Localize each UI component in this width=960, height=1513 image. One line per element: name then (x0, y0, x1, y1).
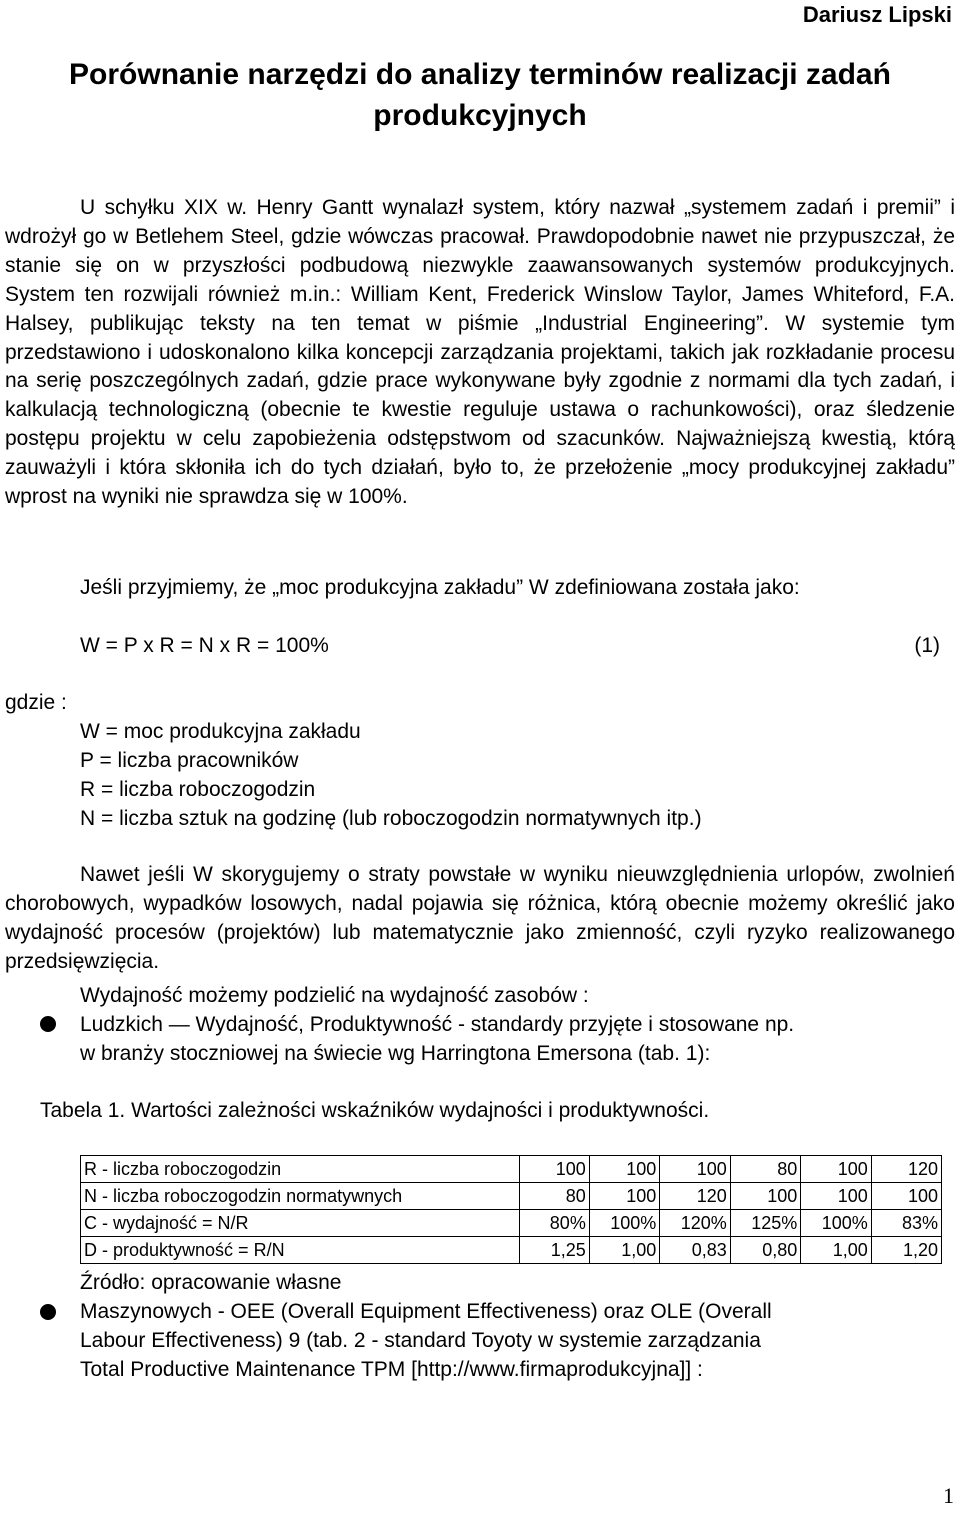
bullet-machine-line-3: Total Productive Maintenance TPM [http://www.firmaprodukcyjna]] : (80, 1358, 703, 1381)
paragraph-resources: Wydajność możemy podzielić na wydajność zasobów : (80, 984, 589, 1007)
table-cell: 100 (519, 1156, 589, 1183)
table-cell: 100 (801, 1183, 871, 1210)
row-label: C - wydajność = N/R (81, 1210, 520, 1237)
table-source: Źródło: opracowanie własne (80, 1271, 342, 1294)
page-number: 1 (943, 1483, 954, 1508)
table-cell: 120 (660, 1183, 730, 1210)
table-cell: 1,00 (589, 1237, 659, 1264)
table-cell: 1,00 (801, 1237, 871, 1264)
definition-item: R = liczba roboczogodzin (80, 778, 316, 801)
bullet-machine-line-2: Labour Effectiveness) 9 (tab. 2 - standard Toyoty w systemie zarządzania (80, 1329, 761, 1352)
table-cell: 100 (871, 1183, 941, 1210)
table-cell: 100% (589, 1210, 659, 1237)
table-cell: 1,20 (871, 1237, 941, 1264)
table-cell: 120 (871, 1156, 941, 1183)
bullet-human-line-1: Ludzkich — Wydajność, Produktywność - standardy przyjęte i stosowane np. (80, 1013, 795, 1036)
bullet-icon (40, 1304, 56, 1320)
table-cell: 100 (589, 1183, 659, 1210)
row-label: N - liczba roboczogodzin normatywnych (81, 1183, 520, 1210)
table-cell: 125% (730, 1210, 800, 1237)
bullet-machine-line-1: Maszynowych - OEE (Overall Equipment Effectiveness) oraz OLE (Overall (80, 1300, 772, 1323)
title-line-1: Porównanie narzędzi do analizy terminów realizacji zadań (69, 58, 891, 91)
table-row (81, 1210, 942, 1237)
bullet-icon (40, 1016, 56, 1032)
table-cell: 80 (519, 1183, 589, 1210)
table-cell: 83% (871, 1210, 941, 1237)
row-label: D - produktywność = R/N (81, 1237, 520, 1264)
definition-item: W = moc produkcyjna zakładu (80, 720, 361, 743)
table-row (81, 1156, 942, 1183)
table-cell: 1,25 (519, 1237, 589, 1264)
table-cell: 80% (519, 1210, 589, 1237)
table-caption: Tabela 1. Wartości zależności wskaźników wydajności i produktywności. (40, 1099, 710, 1122)
table-cell: 120% (660, 1210, 730, 1237)
equation-number: (1) (914, 634, 940, 657)
title-line-2: produkcyjnych (373, 99, 587, 132)
where-label: gdzie : (5, 691, 67, 714)
table-cell: 100 (660, 1156, 730, 1183)
table-cell: 100 (589, 1156, 659, 1183)
table-row (81, 1183, 942, 1210)
table-cell: 100% (801, 1210, 871, 1237)
equation: W = P x R = N x R = 100% (80, 634, 329, 657)
bullet-human-line-2: w branży stoczniowej na świecie wg Harringtona Emersona (tab. 1): (80, 1042, 711, 1065)
table-cell: 0,83 (660, 1237, 730, 1264)
paragraph-gantt: U schyłku XIX w. Henry Gantt wynalazł system, który nazwał „systemem zadań i premii” i wdrożył go w Betlehem Steel, gdzie wówczas pracował. Prawdopodobnie nawet nie przypuszczał, że stanie się on w przyszłości podbudową niezwykle zaawansowanych systemów produkcyjnych. System ten rozwijali również m.in.: William Kent, Frederick Winslow Taylor, James Whiteford, F.A. Halsey, publikując teksty na ten temat w piśmie „Industrial Engineering”. W systemie tym przedstawiono i udoskonalono kilka koncepcji zarządzania projektami, takich jak rozkładanie procesu na serię poszczególnych zadań, gdzie prace wykonywane były zgodnie z normami dla tych zadań, i kalkulacją technologiczną (obecnie te kwestie reguluje ustawa o rachunkowości), oraz śledzenie postępu projektu w celu zapobieżenia odstępstwom od szacunków. Najważniejszą kwestią, którą zauważyli i która skłoniła ich do tych działań, było to, że przełożenie „mocy produkcyjnej zakładu” wprost na wyniki nie sprawdza się w 100%. (5, 196, 955, 509)
author-name: Dariusz Lipski (802, 2, 952, 27)
table-row (81, 1237, 942, 1264)
efficiency-table (80, 1155, 942, 1264)
definition-item: P = liczba pracowników (80, 749, 299, 772)
row-label: R - liczba roboczogodzin (81, 1156, 520, 1183)
definition-item: N = liczba sztuk na godzinę (lub roboczogodzin normatywnych itp.) (80, 807, 702, 830)
table-cell: 100 (801, 1156, 871, 1183)
table-cell: 100 (730, 1183, 800, 1210)
paragraph-definition: Jeśli przyjmiemy, że „moc produkcyjna zakładu” W zdefiniowana została jako: (80, 576, 800, 599)
document-title (0, 54, 960, 136)
paragraph-variability: Nawet jeśli W skorygujemy o straty powstałe w wyniku nieuwzględnienia urlopów, zwolnień chorobowych, wypadków losowych, nadal pojawia się różnica, którą obecnie możemy określić jako wydajność procesów (projektów) lub matematycznie jako zmienność, czyli ryzyko realizowanego przedsięwzięcia. (5, 863, 955, 973)
table-cell: 0,80 (730, 1237, 800, 1264)
table-cell: 80 (730, 1156, 800, 1183)
